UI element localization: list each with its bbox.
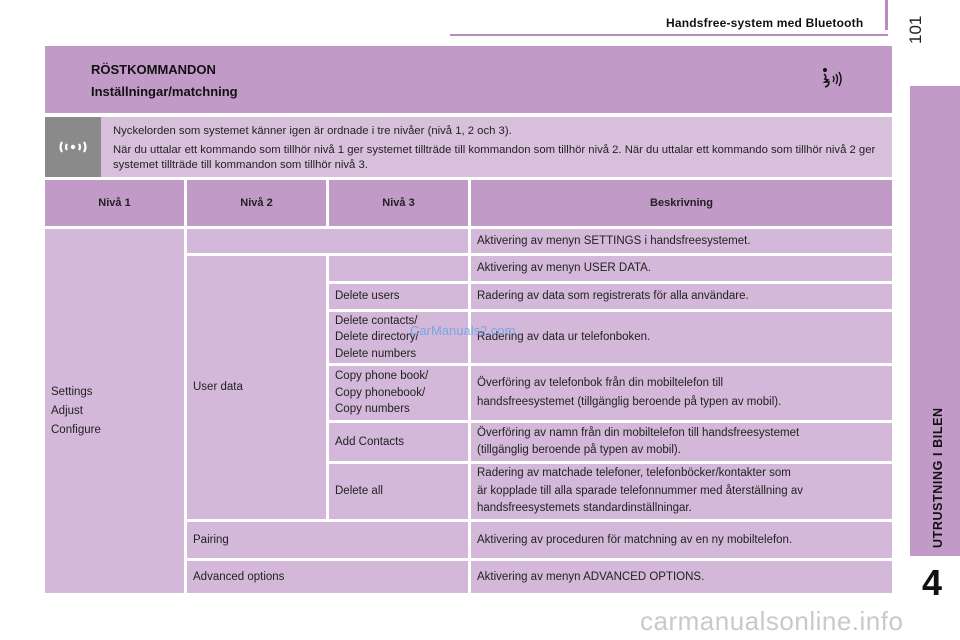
- level3-line: Delete numbers: [335, 347, 417, 360]
- page-number: 101: [906, 15, 925, 44]
- empty-cell: [187, 229, 468, 253]
- level3-line: Delete contacts/: [335, 314, 418, 327]
- level3-line: Copy phonebook/: [335, 386, 426, 399]
- section-title: Handsfree-system med Bluetooth: [666, 16, 864, 30]
- level3-cell: Delete all: [329, 464, 468, 519]
- info-text: [113, 124, 883, 177]
- chapter-label: UTRUSTNING I BILEN: [931, 407, 945, 548]
- description-cell: Aktivering av proceduren för matchning av en ny mobiltelefon.: [471, 522, 892, 558]
- level1-keyword: Adjust: [51, 404, 83, 417]
- description-cell: Radering av data ur telefonboken.: [471, 312, 892, 363]
- header-accent-bar: [885, 0, 888, 30]
- description-cell: Aktivering av menyn USER DATA.: [471, 256, 892, 281]
- description-cell: [471, 464, 892, 519]
- heading-subtitle: Inställningar/matchning: [91, 84, 238, 99]
- column-header-level3: Nivå 3: [329, 180, 468, 226]
- description-line: handsfreesystemets standardinställningar.: [477, 502, 692, 515]
- level2-cell: User data: [187, 256, 326, 519]
- watermark-overlay: CarManuals2.com: [410, 323, 516, 338]
- level2-cell: Pairing: [187, 522, 468, 558]
- column-header-description: Beskrivning: [471, 180, 892, 226]
- level2-cell: Advanced options: [187, 561, 468, 593]
- info-band: [45, 117, 892, 177]
- description-cell: [471, 423, 892, 461]
- level3-line: Copy phone book/: [335, 370, 429, 383]
- description-line: handsfreesystemet (tillgänglig beroende på typen av mobil).: [477, 396, 782, 408]
- info-paragraph: När du uttalar ett kommando som tillhör nivå 1 ger systemet tillträde till kommandon som tillhör nivå 2. När du uttalar ett kommando som tillhör nivå 2 ger systemet tillträde till kommandon som tillhör nivå 3.: [113, 144, 876, 171]
- column-header-level2: Nivå 2: [187, 180, 326, 226]
- description-line: är kopplade till alla sparade telefonnummer med återställning av: [477, 484, 804, 497]
- description-line: Radering av matchade telefoner, telefonböcker/kontakter som: [477, 467, 791, 480]
- voice-command-icon: [820, 66, 846, 92]
- speaker-wave-icon: [58, 135, 88, 159]
- description-line: Överföring av telefonbok från din mobiltelefon till: [477, 377, 724, 389]
- level1-keyword: Settings: [51, 385, 93, 398]
- description-line: Överföring av namn från din mobiltelefon till handsfreesystemet: [477, 427, 800, 439]
- empty-cell: [329, 256, 468, 281]
- level1-keyword: Configure: [51, 423, 101, 436]
- description-cell: [471, 366, 892, 420]
- description-cell: Aktivering av menyn SETTINGS i handsfreesystemet.: [471, 229, 892, 253]
- level3-line: Copy numbers: [335, 403, 410, 416]
- level3-line: Delete directory/: [335, 331, 419, 344]
- description-cell: Radering av data som registrerats för alla användare.: [471, 284, 892, 309]
- description-line: (tillgänglig beroende på typen av mobil).: [477, 444, 681, 456]
- section-heading-band: [45, 46, 892, 113]
- level1-cell: [45, 229, 184, 593]
- column-header-level1: Nivå 1: [45, 180, 184, 226]
- header-divider: [450, 34, 888, 36]
- chapter-number: 4: [922, 562, 943, 603]
- info-icon-box: [45, 117, 101, 177]
- level3-cell: [329, 366, 468, 420]
- description-cell: Aktivering av menyn ADVANCED OPTIONS.: [471, 561, 892, 593]
- level3-cell: Add Contacts: [329, 423, 468, 461]
- heading-title: RÖSTKOMMANDON: [91, 62, 216, 77]
- info-paragraph: Nyckelorden som systemet känner igen är ordnade i tre nivåer (nivå 1, 2 och 3).: [113, 125, 512, 137]
- level3-cell: Delete users: [329, 284, 468, 309]
- watermark-footer: carmanualsonline.info: [640, 606, 904, 636]
- commands-table: [45, 180, 892, 593]
